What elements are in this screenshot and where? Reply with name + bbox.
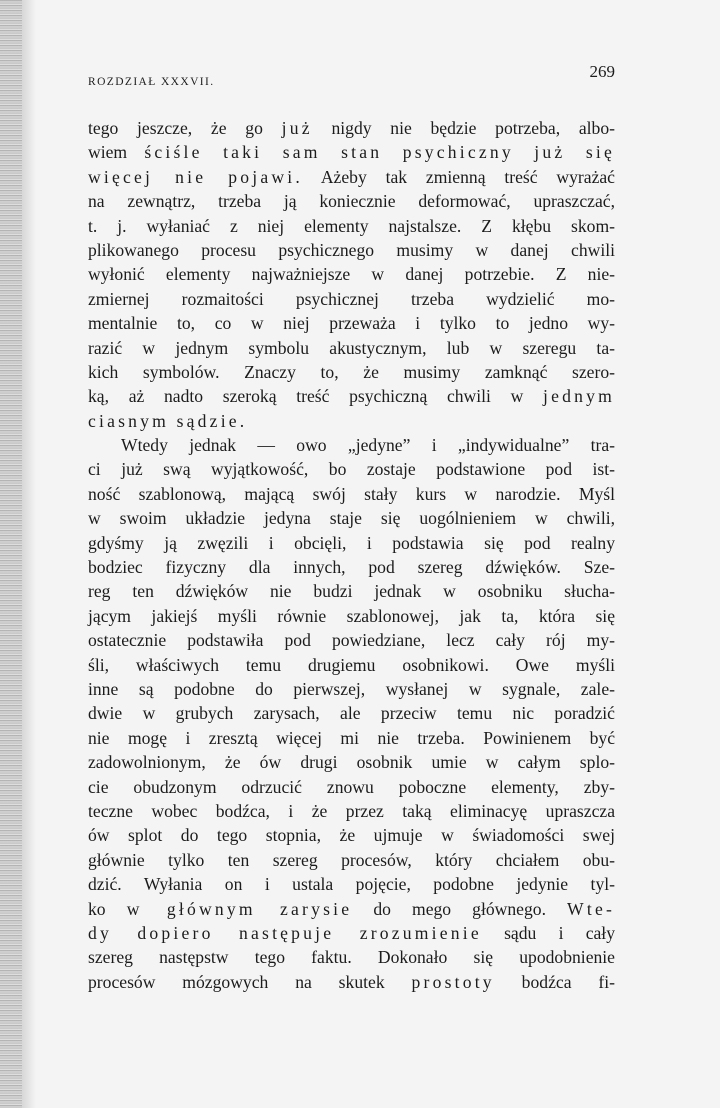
text-run: na zewnątrz, trzeba ją koniecznie deformować, upraszczać, <box>88 191 615 212</box>
text-run: zmiernej rozmaitości psychicznej trzeba wydzielić mo- <box>88 288 615 309</box>
spaced-emphasis: ściśle taki sam stan psychiczny już się <box>144 142 615 163</box>
text-line <box>88 579 615 603</box>
spaced-emphasis: prostoty <box>411 971 495 992</box>
text-run: bodźca fi- <box>494 971 615 992</box>
running-head: ROZDZIAŁ XXXVII. <box>88 76 215 88</box>
page-header <box>88 62 615 88</box>
text-run: inne są podobne do pierwszej, wysłanej w sygnale, zale- <box>88 678 615 699</box>
text-line <box>88 287 615 311</box>
text-line <box>88 238 615 262</box>
spaced-emphasis: już <box>281 118 313 138</box>
text-run: ów splot do tego stopnia, że ujmuje w świadomości swej <box>88 825 615 846</box>
text-run: jącym jakiejś myśli równie szablonowej, jak ta, która się <box>88 605 615 626</box>
text-run: sądu i cały <box>481 922 615 943</box>
text-line <box>88 457 615 481</box>
spaced-emphasis: w głównym zarysie <box>126 898 353 919</box>
text-line <box>88 628 615 652</box>
text-line <box>88 726 615 750</box>
text-run: t. j. wyłaniać z niej elementy najstalsze. Z kłębu skom- <box>88 215 615 236</box>
text-run: Ażeby tak zmienną treść wyrażać <box>302 166 615 187</box>
spaced-emphasis: dy dopiero następuje zrozumienie <box>88 922 482 943</box>
text-run: dwie w grubych zarysach, ale przeciw temu nic poradzić <box>88 703 615 724</box>
text-run: mentalnie to, co w niej przeważa i tylko to jedno wy- <box>88 313 615 334</box>
text-line <box>88 799 615 823</box>
text-run: bodziec fizyczny dla innych, pod szereg dźwięków. Sze- <box>88 557 615 578</box>
text-run: dzić. Wyłania on i ustala pojęcie, podobne jedynie tyl- <box>88 874 615 895</box>
text-line <box>88 506 615 530</box>
text-line <box>88 775 615 799</box>
text-run: wyłonić elementy najważniejsze w danej potrzebie. Z nie- <box>88 264 615 285</box>
text-run: plikowanego procesu psychicznego musimy w danej chwili <box>88 239 615 260</box>
text-run: nie mogę i zresztą więcej mi nie trzeba. Powinienem być <box>88 727 615 748</box>
text-line <box>88 433 615 457</box>
text-line <box>88 384 615 408</box>
text-line <box>88 531 615 555</box>
text-run: ostatecznie podstawiła pod powiedziane, lecz cały rój my- <box>88 630 615 651</box>
text-run: śli, właściwych temu drugiemu osobnikowi. Owe myśli <box>88 654 615 675</box>
text-line <box>88 409 615 433</box>
text-run: gdyśmy ją zwęzili i obcięli, i podstawia się pod realny <box>88 532 615 553</box>
text-line <box>88 823 615 847</box>
text-line <box>88 677 615 701</box>
text-run: kich symbolów. Znaczy to, że musimy zamknąć szero- <box>88 361 615 382</box>
text-run: ko <box>88 898 127 919</box>
page-number: 269 <box>589 62 615 81</box>
text-run: procesów mózgowych na skutek <box>88 971 412 992</box>
text-run: ką, aż nadto szeroką treść psychiczną chwili w <box>88 386 544 407</box>
text-run: szereg następstw tego faktu. Dokonało się upodobnienie <box>88 947 615 968</box>
book-page <box>88 62 615 994</box>
text-line <box>88 336 615 360</box>
text-line <box>88 848 615 872</box>
text-line <box>88 653 615 677</box>
text-run: cie obudzonym odrzucić znowu poboczne elementy, zby- <box>88 776 615 797</box>
body-text <box>88 116 615 994</box>
text-line <box>88 165 615 189</box>
spaced-emphasis: Wte- <box>567 898 616 919</box>
text-run: reg ten dźwięków nie budzi jednak w osobniku słucha- <box>88 581 615 602</box>
text-line <box>88 189 615 213</box>
text-run: teczne wobec bodźca, i że przez taką eliminacyę upraszcza <box>88 800 615 821</box>
text-run: nigdy nie będzie potrzeba, albo- <box>312 118 615 138</box>
text-run: do mego głównego. <box>352 898 568 919</box>
text-line <box>88 945 615 969</box>
text-line <box>88 701 615 725</box>
binding-shadow <box>22 0 36 1108</box>
text-run: wiem <box>88 142 145 163</box>
text-line <box>88 262 615 286</box>
spaced-emphasis: ciasnym sądzie. <box>88 410 248 431</box>
text-line <box>88 897 615 921</box>
text-line <box>88 921 615 945</box>
book-binding-edge <box>0 0 22 1108</box>
text-line <box>88 750 615 774</box>
text-run: tego jeszcze, że go <box>88 118 282 138</box>
text-run: głównie tylko ten szereg procesów, który chciałem obu- <box>88 849 615 870</box>
text-line <box>88 604 615 628</box>
text-line <box>88 970 615 994</box>
text-line <box>88 214 615 238</box>
text-run: w swoim układzie jedyna staje się uogólnieniem w chwili, <box>88 508 615 529</box>
text-run: razić w jednym symbolu akustycznym, lub w szeregu ta- <box>88 337 615 358</box>
text-run: ność szablonową, mającą swój stały kurs w narodzie. Myśl <box>88 483 615 504</box>
text-run: zadowolnionym, że ów drugi osobnik umie w całym splo- <box>88 752 615 773</box>
text-line <box>88 311 615 335</box>
text-run: Wtedy jednak — owo „jedyne” i „indywidualne” tra- <box>121 435 615 456</box>
text-line <box>88 360 615 384</box>
spaced-emphasis: więcej nie pojawi. <box>88 166 303 187</box>
spaced-emphasis: jednym <box>543 386 615 407</box>
text-run: ci już swą wyjątkowość, bo zostaje podstawione pod ist- <box>88 459 615 480</box>
text-line <box>88 555 615 579</box>
text-line <box>88 482 615 506</box>
text-line <box>88 140 615 164</box>
text-line <box>88 116 615 140</box>
text-line <box>88 872 615 896</box>
